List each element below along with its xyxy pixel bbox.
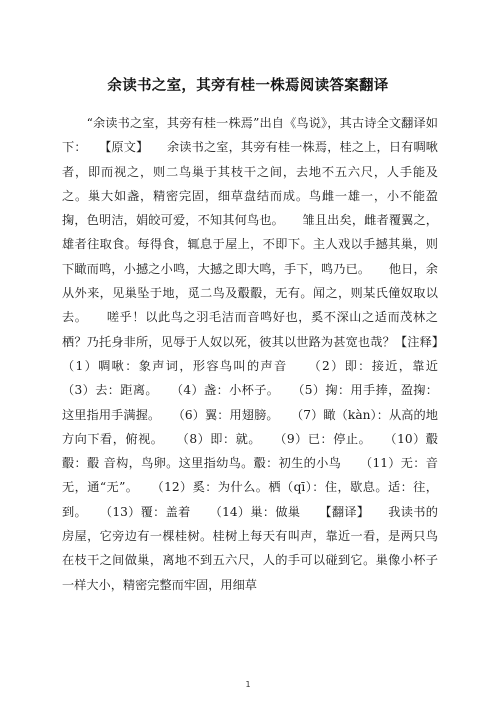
document-body: “余读书之室，其旁有桂一株焉”出自《鸟说》，其古诗全文翻译如下： 【原文】 余读书之室，其旁有桂一株焉，桂之上，日有啁啾者，即而视之，则二鸟巢于其枝干之间，去地不五六尺，人手能及之。巢大如盏，精密完固，细草盘结而成。鸟雌一雄一，小不能盈掬，色明洁，娟皎可爱，不知其何鸟也。 雏且出矣，雌者覆翼之，雄者往取食。每得食，辄息于屋上，不即下。主人戏以手撼其巢，则下瞰而鸣，小撼之小鸣，大撼之即大鸣，手下，鸣乃已。 他日，余从外来，见巢坠于地，觅二鸟及鷇鷇，无有。闻之，则某氏僮奴取以去。 嗟乎！以此鸟之羽毛洁而音鸣好也，奚不深山之适而茂林之栖？乃托身非所，见辱于人奴以死，彼其以世路为甚宽也哉？【注释】 （1）啁啾：象声词，形容鸟叫的声音 （2）即：接近，靠近 （3）去：距离。 （4）盏：小杯子。 （5）掬：用手捧，盈掬：这里指用手满握。 （6）翼：用翅膀。 （7）瞰（kàn）：从高的地方向下看，俯视。 （8）即：就。 （9）已：停止。 （10）鷇鷇：鷇 音构，鸟卵。这里指幼鸟。鷇：初生的小鸟 （11）无：音无，通“无”。 （12）奚：为什么。栖（qī）：住，歇息。适：往，到。 （13）覆：盖着 （14）巢：做巢 【翻译】 我读书的房屋，它旁边有一棵桂树。桂树上每天有叫声，靠近一看，是两只鸟在枝干之间做巢，离地不到五六尺，人的手可以碰到它。巢像小杯子一样大小，精密完整而牢固，用细草 [62, 116, 463, 592]
document-title: 余读书之室，其旁有桂一株焉阅读答案翻译 [107, 78, 389, 94]
page-number: 1 [245, 680, 251, 689]
